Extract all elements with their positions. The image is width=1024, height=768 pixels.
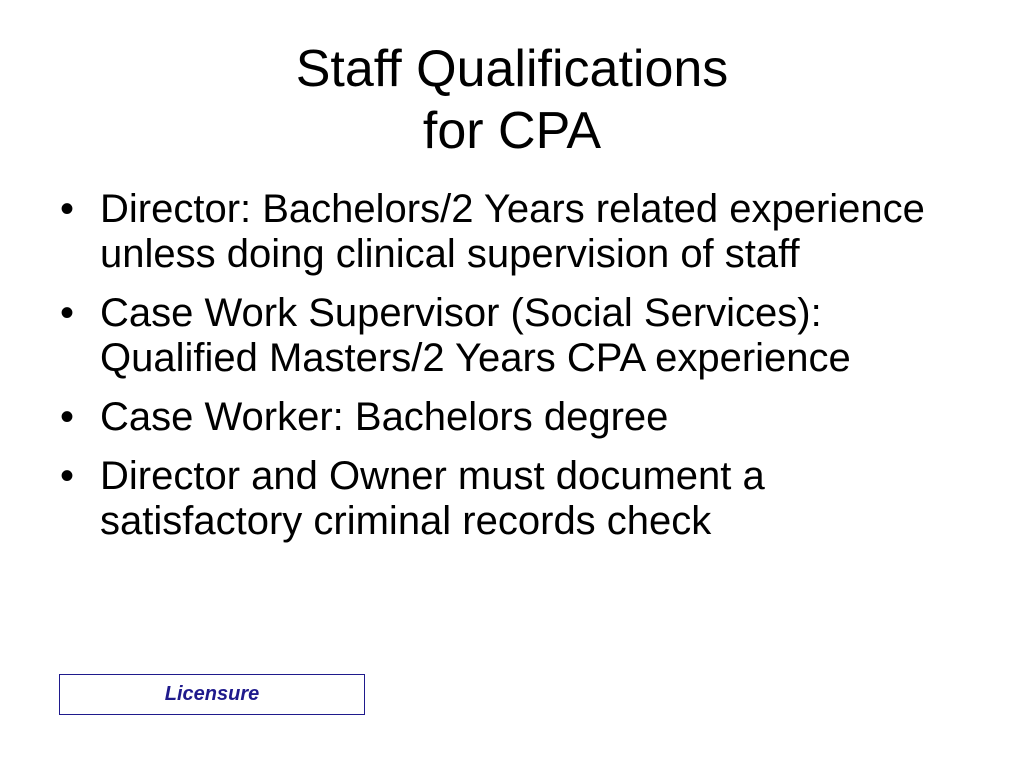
bullet-text: Case Work Supervisor (Social Services): Qualified Masters/2 Years CPA experience [100,291,851,380]
bullet-item [56,291,976,381]
bullet-text: Director and Owner must document a satisfactory criminal records check [100,454,765,543]
bullet-dot-icon: • [60,395,75,439]
bullet-dot-icon: • [60,291,75,335]
bullet-item [56,454,976,544]
slide-title [0,38,1024,162]
licensure-link-box[interactable] [59,674,365,715]
slide-title-line-1: Staff Qualifications [295,40,729,98]
slide-title-line-2: for CPA [422,102,602,160]
bullet-list [56,187,976,558]
bullet-text: Case Worker: Bachelors degree [100,395,669,439]
bullet-item [56,395,976,440]
bullet-text: Director: Bachelors/2 Years related experience unless doing clinical supervision of staff [100,187,925,276]
bullet-dot-icon: • [60,454,75,498]
licensure-link-label[interactable]: Licensure [164,683,260,705]
bullet-dot-icon: • [60,187,75,231]
bullet-item [56,187,976,277]
